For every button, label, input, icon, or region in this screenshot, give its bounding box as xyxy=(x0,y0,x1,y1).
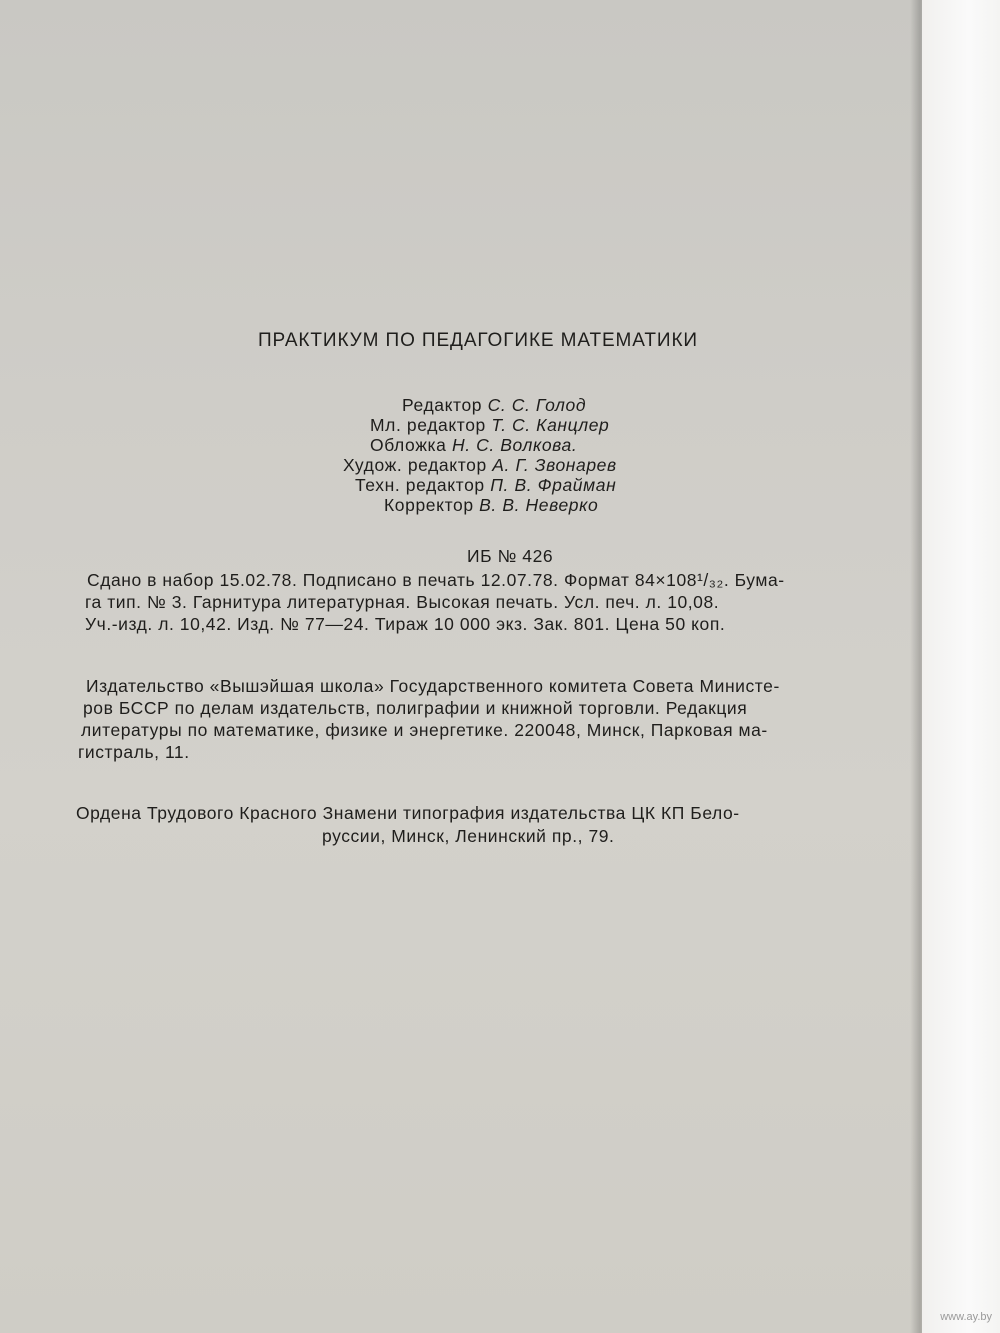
credit-line: Техн. редактор П. В. Фрайман xyxy=(355,475,617,495)
printer-line: руссии, Минск, Ленинский пр., 79. xyxy=(322,826,615,846)
print-info-line: Сдано в набор 15.02.78. Подписано в печать 12.07.78. Формат 84×108¹/₃₂. Бума- xyxy=(87,570,785,590)
credit-line: Худож. редактор А. Г. Звонарев xyxy=(343,455,617,475)
background-beyond-page xyxy=(922,0,1000,1333)
publisher-line: гистраль, 11. xyxy=(78,742,190,762)
publisher-line: ров БССР по делам издательств, полиграфии и книжной торговли. Редакция xyxy=(83,698,748,718)
credit-line: Мл. редактор Т. С. Канцлер xyxy=(370,415,610,435)
print-info-line: га тип. № 3. Гарнитура литературная. Высокая печать. Усл. печ. л. 10,08. xyxy=(85,592,720,612)
ib-number: ИБ № 426 xyxy=(467,546,554,566)
credit-line: Корректор В. В. Неверко xyxy=(384,495,599,515)
book-title: ПРАКТИКУМ ПО ПЕДАГОГИКЕ МАТЕМАТИКИ xyxy=(258,330,698,351)
watermark: www.ay.by xyxy=(940,1311,992,1323)
printer-line: Ордена Трудового Красного Знамени типография издательства ЦК КП Бело- xyxy=(76,803,740,823)
publisher-line: Издательство «Вышэйшая школа» Государственного комитета Совета Министе- xyxy=(86,676,780,696)
credit-line: Редактор С. С. Голод xyxy=(402,395,587,415)
print-info-line: Уч.-изд. л. 10,42. Изд. № 77—24. Тираж 10 000 экз. Зак. 801. Цена 50 коп. xyxy=(85,614,726,634)
publisher-line: литературы по математике, физике и энергетике. 220048, Минск, Парковая ма- xyxy=(81,720,768,740)
credit-line: Обложка Н. С. Волкова. xyxy=(370,435,578,455)
